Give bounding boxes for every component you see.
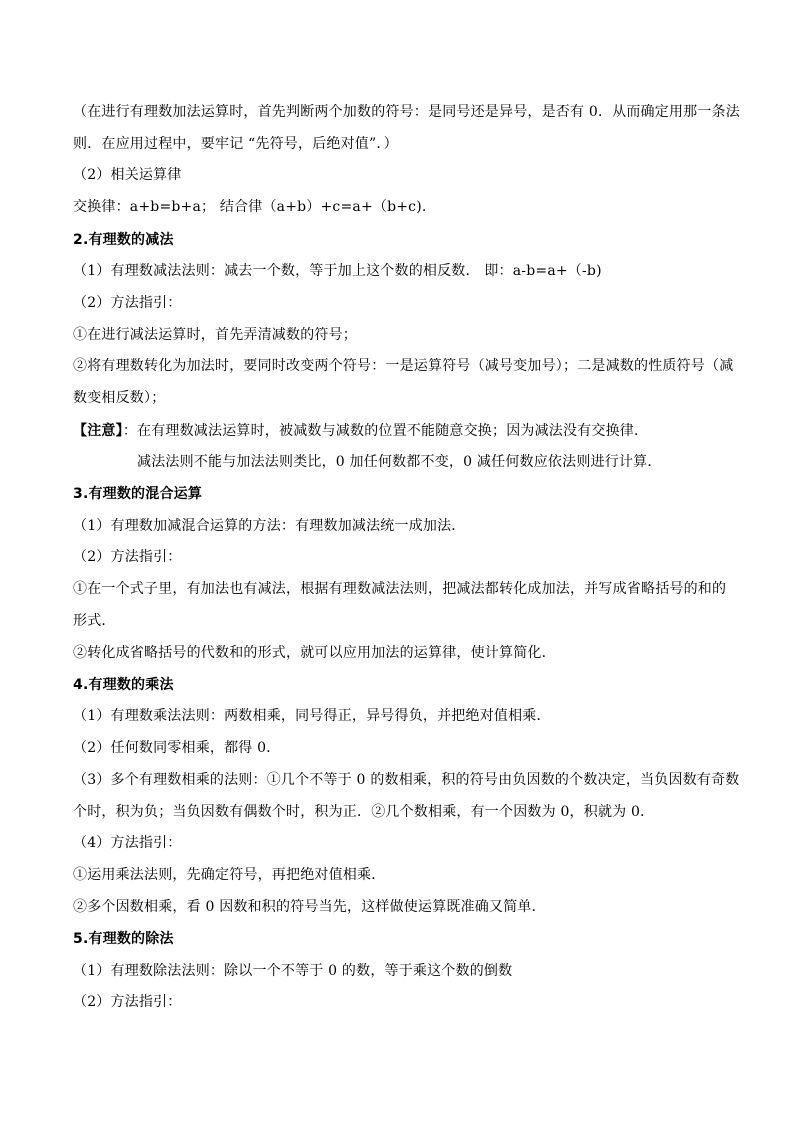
paragraph-line: ①在一个式子里，有加法也有减法，根据有理数减法法则，把减法都转化成加法，并写成省略括号的和的: [73, 581, 727, 597]
note-text: ：在有理数减法运算时，被减数与减数的位置不能随意交换；因为减法没有交换律．: [122, 423, 649, 439]
section-heading: 3.有理数的混合运算: [73, 486, 203, 502]
paragraph-line: （2）任何数同零相乘，都得 0．: [73, 740, 281, 756]
paragraph-line: （2）相关运算律: [73, 167, 182, 183]
paragraph-line: ②多个因数相乘，看 0 因数和积的符号当先，这样做使运算既准确又简单．: [73, 899, 546, 915]
paragraph-line: ①在进行减法运算时，首先弄清减数的符号；: [73, 327, 357, 343]
paragraph-line: ②转化成省略括号的代数和的形式，就可以应用加法的运算律，使计算简化．: [73, 645, 556, 661]
paragraph-line: （3）多个有理数相乘的法则：①几个不等于 0 的数相乘，积的符号由负因数的个数决定，当负因数有奇数: [73, 772, 740, 788]
paragraph-line: （1）有理数除法法则：除以一个不等于 0 的数，等于乘这个数的倒数: [73, 963, 513, 979]
paragraph-line: （1）有理数乘法法则：两数相乘，同号得正，异号得负，并把绝对值相乘．: [73, 708, 551, 724]
paragraph-line: 数变相反数）；: [73, 390, 166, 406]
note-label: 【注意】: [73, 423, 123, 439]
paragraph-line: （2）方法指引：: [73, 295, 182, 311]
paragraph-line: 交换律：a+b=b+a； 结合律（a+b）+c=a+（b+c).: [73, 199, 427, 215]
paragraph-line: 形式．: [73, 613, 116, 629]
paragraph-line: （2）方法指引：: [73, 994, 182, 1010]
section-heading: 5.有理数的除法: [73, 931, 174, 947]
paragraph-line: （1）有理数加减混合运算的方法：有理数加减法统一成加法．: [73, 518, 466, 534]
paragraph-line: ②将有理数转化为加法时，要同时改变两个符号：一是运算符号（减号变加号）；二是减数的性质符号（减: [73, 358, 734, 374]
paragraph-line: （4）方法指引：: [73, 835, 182, 851]
paragraph-line: 则．在应用过程中，要牢记 “先符号，后绝对值”．）: [73, 136, 398, 152]
section-heading: 4.有理数的乘法: [73, 677, 174, 693]
paragraph-line: 减法法则不能与加法法则类比，0 加任何数都不变，0 减任何数应依法则进行计算．: [137, 454, 662, 470]
paragraph-line: ①运用乘法法则，先确定符号，再把绝对值相乘．: [73, 867, 386, 883]
section-heading: 2.有理数的减法: [73, 232, 174, 248]
note-line: [73, 421, 733, 441]
paragraph-line: （2）方法指引：: [73, 549, 182, 565]
paragraph-line: 个时，积为负；当负因数有偶数个时，积为正．②几个数相乘，有一个因数为 0，积就为 0．: [73, 804, 655, 820]
paragraph-line: （1）有理数减法法则：减去一个数，等于加上这个数的相反数． 即：a-b=a+（-b): [73, 263, 602, 279]
paragraph-line: （在进行有理数加法运算时，首先判断两个加数的符号：是同号还是异号，是否有 0．从而确定用那一条法: [73, 104, 740, 120]
